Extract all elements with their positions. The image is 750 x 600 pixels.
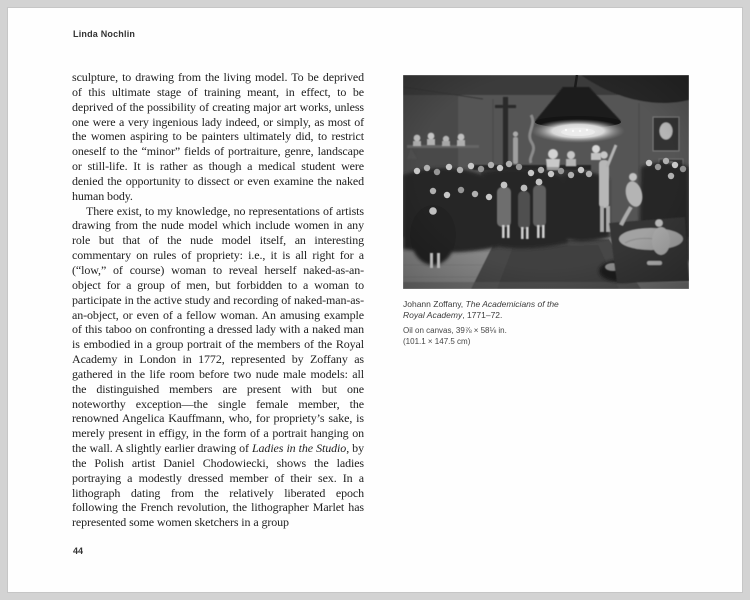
figure-caption [403,299,575,347]
caption-date: , 1771–72. [462,310,503,320]
paragraph-2-text: There exist, to my knowledge, no representations of artists drawing from the nude model which include women in any role but that of the nude model itself, an interesting commentary on rules of propriety: i.e., it is all right for a (“low,” of course) woman to reveal herself naked-as-an-object for a group of men, but forbidden to a woman to participate in the active study and recording of naked-man-as-an-object, or even of a fellow woman. An amusing example of this taboo on confronting a dressed lady with a naked man is embodied in a group portrait of the members of the Royal Academy in London in 1772, represented by Zoffany as gathered in the life room before two nude male models: all the distinguished members are present with but one noteworthy exception—the single female member, the renowned Angelica Kauffmann, who, for propriety’s sake, is merely present in effigy, in the form of a portrait hanging on the wall. A slightly earlier drawing of [72,203,364,456]
body-text-column [72,70,364,530]
paragraph-1: sculpture, to drawing from the living model. To be deprived of this ultimate stage of training meant, in effect, to be deprived of the possibility of creating major art works, unless one were a very ingenious lady indeed, or simply, as most of the women aspiring to be painters ultimately did, to restrict oneself to the “minor” fields of portraiture, genre, landscape or still-life. It is rather as though a medical student were denied the opportunity to dissect or even examine the naked human body. [72,70,364,203]
book-page [8,8,742,592]
work-title-italic: Ladies in the Studio [251,441,347,456]
painting-vignette [403,75,689,289]
painting-academicians-image [403,75,689,289]
caption-title-line [403,299,575,321]
caption-dimensions: (101.1 × 147.5 cm) [403,336,471,346]
paragraph-2 [72,204,364,531]
caption-medium: Oil on canvas, 39⅞ × 58⅛ in. [403,326,507,335]
page-number: 44 [73,546,84,556]
paragraph-2-text-cont: , by the Polish artist Daniel Chodowiecki, shows the ladies portraying a modestly dressed member of their sex. In a lithograph dating from the relatively liberated epoch following the French revolution, the lithographer Marlet has represented some women sketchers in a group [72,441,364,530]
figure [403,75,689,347]
caption-artist: Johann Zoffany, [403,299,466,309]
running-header: Linda Nochlin [73,29,136,39]
caption-artwork-title: The Academicians of the Royal Academy [403,299,559,320]
